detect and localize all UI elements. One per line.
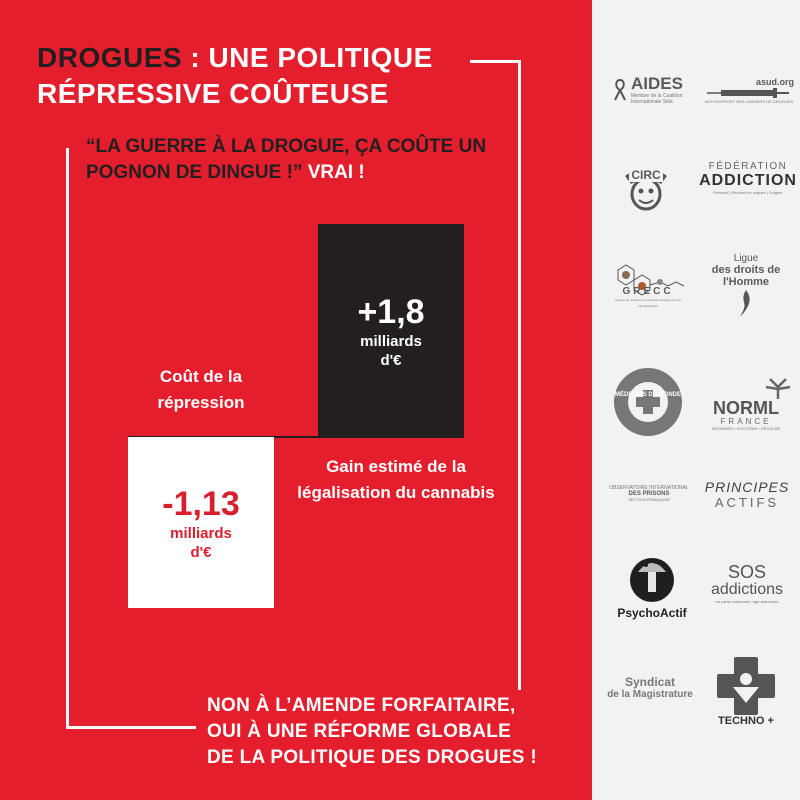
techno-plus-icon xyxy=(717,657,775,715)
logo-syndicat-magistrature xyxy=(604,670,696,706)
quote-text: “LA GUERRE À LA DROGUE, ÇA COÛTE UN POGNON DE DINGUE !” xyxy=(86,136,487,183)
bar-cost-unit-2: d'€ xyxy=(190,543,212,561)
bar-cost xyxy=(128,437,274,608)
logo-circ xyxy=(616,140,676,204)
logo-sos-sub: en parler autrement, agir autrement xyxy=(715,599,779,604)
logo-psychoactif xyxy=(608,544,696,626)
logo-aides-name: AIDES xyxy=(631,74,683,93)
logo-grecc-name: GRECC xyxy=(622,285,674,297)
mushroom-icon xyxy=(628,550,676,606)
bar-gain xyxy=(318,224,464,437)
footer-line3: DE LA POLITIQUE DES DROGUES ! xyxy=(207,747,537,768)
bar-gain-unit-2: d'€ xyxy=(380,351,402,369)
logo-psychoactif-name: PsychoActif xyxy=(617,606,687,620)
footer-line2: OUI À UNE RÉFORME GLOBALE xyxy=(207,721,512,742)
logo-norml-france xyxy=(700,372,792,436)
logo-principes-line1: PRINCIPES xyxy=(704,478,790,495)
quote-verdict: VRAI ! xyxy=(307,162,365,183)
logo-federation-line1: FÉDÉRATION xyxy=(708,160,788,172)
logo-norml-name: NORML xyxy=(713,397,779,418)
logo-mdm-name: MÉDECINS DU MONDE xyxy=(614,392,681,398)
logo-medecins-du-monde xyxy=(610,364,686,440)
logo-oip-line2: DES PRISONS xyxy=(628,491,670,497)
logo-federation-addiction xyxy=(700,158,796,198)
label-gain: Gain estimé de la légalisation du cannabis xyxy=(297,457,495,502)
logo-circ-name: CIRC xyxy=(631,168,661,182)
title-line2: RÉPRESSIVE COÛTEUSE xyxy=(37,78,389,109)
label-cost: Coût de la répression xyxy=(157,367,245,412)
logo-ldh-line2: des droits de xyxy=(711,263,781,276)
bar-gain-value: +1,8 xyxy=(357,292,425,331)
logo-ldh-line1: Ligue xyxy=(733,252,759,264)
logo-oip-sub: SECTION FRANÇAISE xyxy=(628,497,670,502)
logo-grecc-sub: Groupe de recherche et d'études cliniques sur les cannabinoïdes xyxy=(615,297,681,308)
title-keyword: DROGUES xyxy=(37,42,183,73)
bar-cost-unit-1: milliards xyxy=(170,524,232,542)
logo-sos-line1: SOS xyxy=(727,562,766,582)
logo-sos-line2: addictions xyxy=(710,581,784,598)
leaf-icon xyxy=(764,377,792,399)
title-rest: : UNE POLITIQUE xyxy=(182,42,433,73)
ribbon-icon xyxy=(613,78,627,102)
logo-syndicat-line2: de la Magistrature xyxy=(607,688,693,700)
logo-principes-line2: ACTIFS xyxy=(714,494,780,510)
footer-line1: NON À L’AMENDE FORFAITAIRE, xyxy=(207,695,516,716)
logo-asud-sub: AUTOSUPPORT DES USAGERS DE DROGUES xyxy=(704,99,794,104)
logo-federation-line2: ADDICTION xyxy=(699,171,797,189)
partner-logos xyxy=(592,0,800,800)
flame-icon xyxy=(736,288,756,318)
logo-asud-name: asud.org xyxy=(755,77,794,87)
footer-slogan xyxy=(207,693,537,771)
logo-norml-sub: INFORMER • SOUTENIR • RÉGULER xyxy=(711,425,781,431)
syringe-icon xyxy=(707,87,791,99)
globe-cross-icon xyxy=(612,366,684,438)
logo-oip xyxy=(606,474,692,514)
logo-ldh-line3: l'Homme xyxy=(722,275,769,288)
bar-cost-value: -1,13 xyxy=(162,484,240,523)
logo-aides xyxy=(610,72,700,108)
logo-ldh xyxy=(706,248,786,322)
logo-norml-line2: FRANCE xyxy=(720,416,772,426)
logo-techno-name: TECHNO + xyxy=(718,715,774,727)
bar-gain-unit-1: milliards xyxy=(360,332,422,350)
logo-oip-line1: OBSERVATOIRE INTERNATIONAL xyxy=(609,485,689,491)
logo-grecc xyxy=(602,254,694,314)
logo-syndicat-line1: Syndicat xyxy=(624,674,675,689)
logo-aides-sub: Membre de la Coalition Internationale Sida xyxy=(631,93,683,105)
logo-federation-sub: Prévenir | Réduire les risques | Soigner xyxy=(713,189,783,195)
logo-principes-actifs xyxy=(702,474,792,514)
logo-asud xyxy=(704,74,794,108)
logo-sos-addictions xyxy=(700,556,794,612)
logo-techno-plus xyxy=(704,650,788,734)
